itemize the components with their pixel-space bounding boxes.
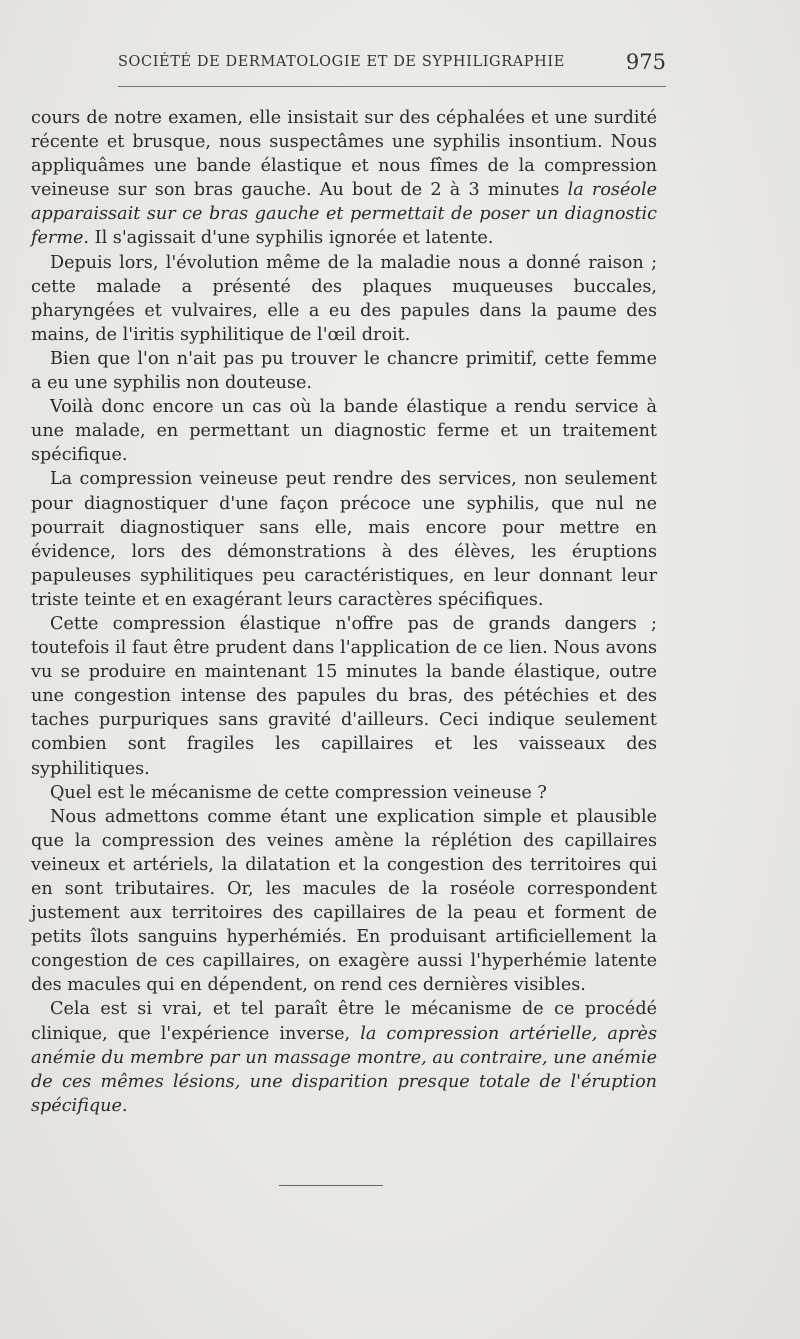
paragraph-2 [31, 251, 657, 347]
paragraph-5-text: La compression veineuse peut rendre des services, non seulement pour diagnostiquer d'une façon précoce une syphilis, que nul ne pourrait diagnostiquer sans elle, mais encore pour mettre en évidence, lors des démonstrations à des élèves, les éruptions papuleuses syphilitiques peu caractéristiques, en leur donnant leur triste teinte et en exagérant leurs caractères spécifiques. [31, 469, 657, 610]
paragraph-7-text: Quel est le mécanisme de cette compression veineuse ? [50, 782, 547, 803]
body-text [31, 106, 657, 1118]
paragraph-6 [31, 612, 657, 781]
paragraph-9 [31, 997, 657, 1117]
end-rule [279, 1185, 383, 1186]
paragraph-3 [31, 347, 657, 395]
paragraph-1 [31, 106, 657, 251]
paragraph-8-text: Nous admettons comme étant une explication simple et plausible que la compression des veines amène la réplétion des capillaires veineux et artériels, la dilatation et la congestion des territoires qui en sont tributaires. Or, les macules de la roséole correspondent justement aux territoires des capillaires de la peau et forment de petits îlots sanguins hyperhémiés. En produisant artificiellement la congestion de ces capillaires, on exagère aussi l'hyperhémie latente des macules qui en dépendent, on rend ces dernières visibles. [31, 806, 657, 996]
page-header [118, 50, 666, 74]
paragraph-3-text: Bien que l'on n'ait pas pu trouver le chancre primitif, cette femme a eu une syphilis non douteuse. [31, 348, 657, 394]
paragraph-4 [31, 395, 657, 467]
paragraph-1-italic: la roséole apparaissait sur ce bras gauche et permettait de poser un diagnostic ferme. [31, 180, 657, 249]
paragraph-1-text-end: Il s'agissait d'une syphilis ignorée et latente. [89, 228, 494, 249]
paragraph-9-italic: la compression artérielle, après anémie du membre par un massage montre, au contraire, une anémie de ces mêmes lésions, une disparition presque totale de l'éruption spécifique. [31, 1023, 657, 1116]
paragraph-8 [31, 805, 657, 998]
header-rule [118, 86, 666, 87]
running-title: SOCIÉTÉ DE DERMATOLOGIE ET DE SYPHILIGRAPHIE [118, 54, 565, 70]
paragraph-7 [31, 781, 657, 805]
paragraph-9-text: Cela est si vrai, et tel paraît être le mécanisme de ce procédé clinique, que l'expérience inverse, [31, 999, 657, 1044]
paragraph-1-text: cours de notre examen, elle insistait sur des céphalées et une surdité récente et brusque, nous suspectâmes une syphilis insontium. Nous appliquâmes une bande élastique et nous fîmes de la compression veineuse sur son bras gauche. Au bout de 2 à 3 minutes [31, 108, 657, 201]
paragraph-5 [31, 467, 657, 612]
paragraph-4-text: Voilà donc encore un cas où la bande élastique a rendu service à une malade, en permettant un diagnostic ferme et un traitement spécifique. [31, 397, 657, 466]
paragraph-6-text: Cette compression élastique n'offre pas de grands dangers ; toutefois il faut être prudent dans l'application de ce lien. Nous avons vu se produire en maintenant 15 minutes la bande élastique, outre une congestion intense des papules du bras, des pétéchies et des taches purpuriques sans gravité d'ailleurs. Ceci indique seulement combien sont fragiles les capillaires et les vaisseaux des syphilitiques. [31, 613, 657, 779]
page-number: 975 [625, 50, 666, 74]
paragraph-2-text: Depuis lors, l'évolution même de la maladie nous a donné raison ; cette malade a présenté des plaques muqueuses buccales, pharyngées et vulvaires, elle a eu des papules dans la paume des mains, de l'iritis syphilitique de l'œil droit. [31, 252, 657, 345]
